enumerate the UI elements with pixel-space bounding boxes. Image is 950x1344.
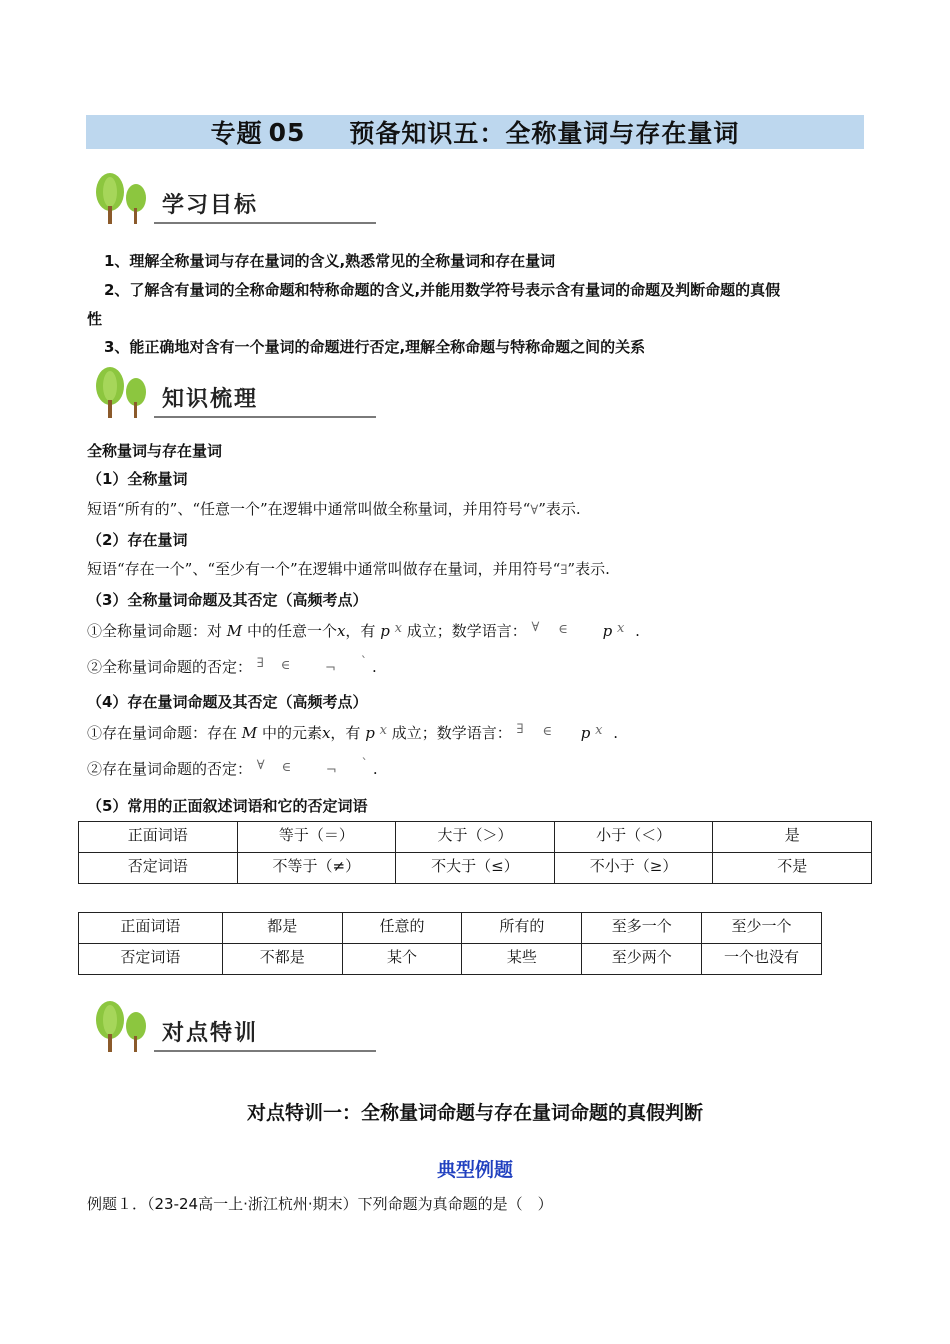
table-cell: 都是	[222, 913, 342, 944]
s4-l1-c: ，有	[330, 724, 361, 742]
knowledge-heading: 全称量词与存在量词	[87, 442, 223, 460]
s4-l1-b: 中的元素	[261, 724, 322, 742]
s3-l1-forall: ∀	[531, 620, 540, 635]
s4-line2	[87, 758, 687, 782]
s3-l1-M: M	[226, 622, 243, 640]
s3-l2-mark: `	[360, 655, 368, 670]
table-cell: 大于（＞）	[396, 822, 555, 853]
s1-title: （1）全称量词	[87, 470, 188, 488]
exists-symbol: ∃	[560, 563, 568, 578]
s4-l1-M: M	[241, 724, 258, 742]
table-cell: 不大于（≤）	[396, 853, 555, 884]
s3-title: （3）全称量词命题及其否定（高频考点）	[87, 591, 368, 609]
section-header-goals	[90, 172, 300, 232]
s3-l1-x3: x	[616, 621, 625, 636]
s4-l1-in: ∈	[542, 724, 552, 739]
s3-l1-b: 中的任意一个	[246, 622, 337, 640]
s2-text-a: 短语“存在一个”、“至少有一个”在逻辑中通常叫做存在量词，并用符号“	[87, 560, 561, 578]
table-cell: 至少一个	[702, 913, 822, 944]
tree-icon	[90, 172, 160, 228]
example-heading: 典型例题	[436, 1159, 513, 1181]
table-cell: 不都是	[222, 944, 342, 975]
s2-title: （2）存在量词	[87, 531, 188, 549]
table-cell: 一个也没有	[702, 944, 822, 975]
section-label-knowledge: 知识梳理	[162, 387, 259, 412]
s4-l1-exists: ∃	[516, 722, 524, 737]
s3-l1-p: p	[380, 622, 390, 640]
s3-l1-d: 成立；数学语言：	[406, 622, 527, 640]
table-cell: 是	[713, 822, 872, 853]
s4-l1-p: p	[365, 724, 375, 742]
s4-l1-d: 成立；数学语言：	[391, 724, 512, 742]
s2-text-b: ”表示.	[567, 560, 610, 578]
training-subtitle: 对点特训一：全称量词命题与存在量词命题的真假判断	[246, 1102, 703, 1124]
s3-l2-not: ¬	[325, 661, 336, 676]
section-header-training	[90, 1000, 300, 1060]
s3-l1-a: ①全称量词命题：对	[87, 622, 223, 640]
table-cell: 任意的	[342, 913, 462, 944]
section-label-goals: 学习目标	[162, 193, 259, 218]
s3-l2-exists: ∃	[256, 656, 264, 671]
s4-l1-x3: x	[595, 723, 603, 738]
s4-l1-a: ①存在量词命题：存在	[87, 724, 238, 742]
s5-title: （5）常用的正面叙述词语和它的否定词语	[87, 797, 368, 815]
table-cell: 正面词语	[79, 822, 238, 853]
goal-2: 2、了解含有量词的全称命题和特称命题的含义,并能用数学符号表示含有量词的命题及判断命题的真假	[104, 281, 781, 299]
s4-line1	[87, 722, 887, 746]
s4-l1-end: .	[613, 724, 619, 742]
s3-l1-end: .	[635, 622, 640, 640]
table-row	[79, 853, 872, 884]
table-cell: 所有的	[462, 913, 582, 944]
s4-l1-x2: x	[379, 723, 387, 738]
forall-symbol: ∀	[530, 503, 539, 518]
s3-l2-end: .	[372, 658, 377, 676]
s1-text	[87, 498, 581, 519]
s3-line1	[87, 620, 887, 644]
table-cell: 不等于（≠）	[237, 853, 396, 884]
s4-title: （4）存在量词命题及其否定（高频考点）	[87, 693, 368, 711]
s1-text-a: 短语“所有的”、“任意一个”在逻辑中通常叫做全称量词，并用符号“	[87, 500, 531, 518]
negation-table-1	[78, 821, 872, 884]
section-underline	[154, 222, 376, 224]
table-cell: 不是	[713, 853, 872, 884]
s3-l2-in: ∈	[280, 658, 291, 673]
table-row	[79, 822, 872, 853]
table-cell: 某些	[462, 944, 582, 975]
section-underline	[154, 1050, 376, 1052]
goal-1: 1、理解全称量词与存在量词的含义,熟悉常见的全称量词和存在量词	[104, 252, 556, 270]
table-row	[79, 913, 822, 944]
s3-l1-p2: p	[602, 622, 613, 640]
s3-l1-c: ，有	[345, 622, 376, 640]
negation-table-2	[78, 912, 822, 975]
s4-l2-mark: `	[361, 757, 369, 772]
s4-l2-forall: ∀	[256, 758, 265, 773]
title-name: 预备知识五：全称量词与存在量词	[349, 119, 740, 148]
title-number: 05	[268, 117, 306, 147]
s3-l2-a: ②全称量词命题的否定：	[87, 658, 253, 676]
tree-icon	[90, 1000, 160, 1056]
section-underline	[154, 416, 376, 418]
table-cell: 小于（＜）	[554, 822, 713, 853]
table-cell: 等于（＝）	[237, 822, 396, 853]
table-cell: 否定词语	[79, 853, 238, 884]
table-cell: 某个	[342, 944, 462, 975]
s4-l1-p2: p	[580, 724, 591, 742]
tree-icon	[90, 366, 160, 422]
s3-line2	[87, 656, 687, 680]
section-label-training: 对点特训	[162, 1021, 259, 1046]
s4-l1-x: x	[321, 724, 331, 742]
s4-l2-not: ¬	[325, 763, 337, 778]
s3-l1-in: ∈	[558, 622, 568, 637]
table-cell: 不小于（≥）	[554, 853, 713, 884]
s3-l1-x2: x	[394, 621, 402, 636]
s2-text	[87, 558, 610, 579]
page-title	[86, 115, 864, 149]
title-prefix: 专题	[210, 119, 263, 148]
table-cell: 至多一个	[582, 913, 702, 944]
goal-2-cont: 性	[87, 310, 103, 328]
s4-l2-in: ∈	[281, 760, 292, 775]
s4-l2-a: ②存在量词命题的否定：	[87, 760, 253, 778]
table-cell: 正面词语	[79, 913, 223, 944]
example-1: 例题１．（23-24高一上·浙江杭州·期末）下列命题为真命题的是（ ）	[87, 1195, 553, 1213]
table-cell: 至少两个	[582, 944, 702, 975]
s4-l2-end: .	[372, 760, 378, 778]
table-cell: 否定词语	[79, 944, 223, 975]
s1-text-b: ”表示.	[538, 500, 581, 518]
goal-3: 3、能正确地对含有一个量词的命题进行否定,理解全称命题与特称命题之间的关系	[104, 338, 646, 356]
table-row	[79, 944, 822, 975]
section-header-knowledge	[90, 366, 300, 426]
s3-l1-x: x	[336, 622, 346, 640]
